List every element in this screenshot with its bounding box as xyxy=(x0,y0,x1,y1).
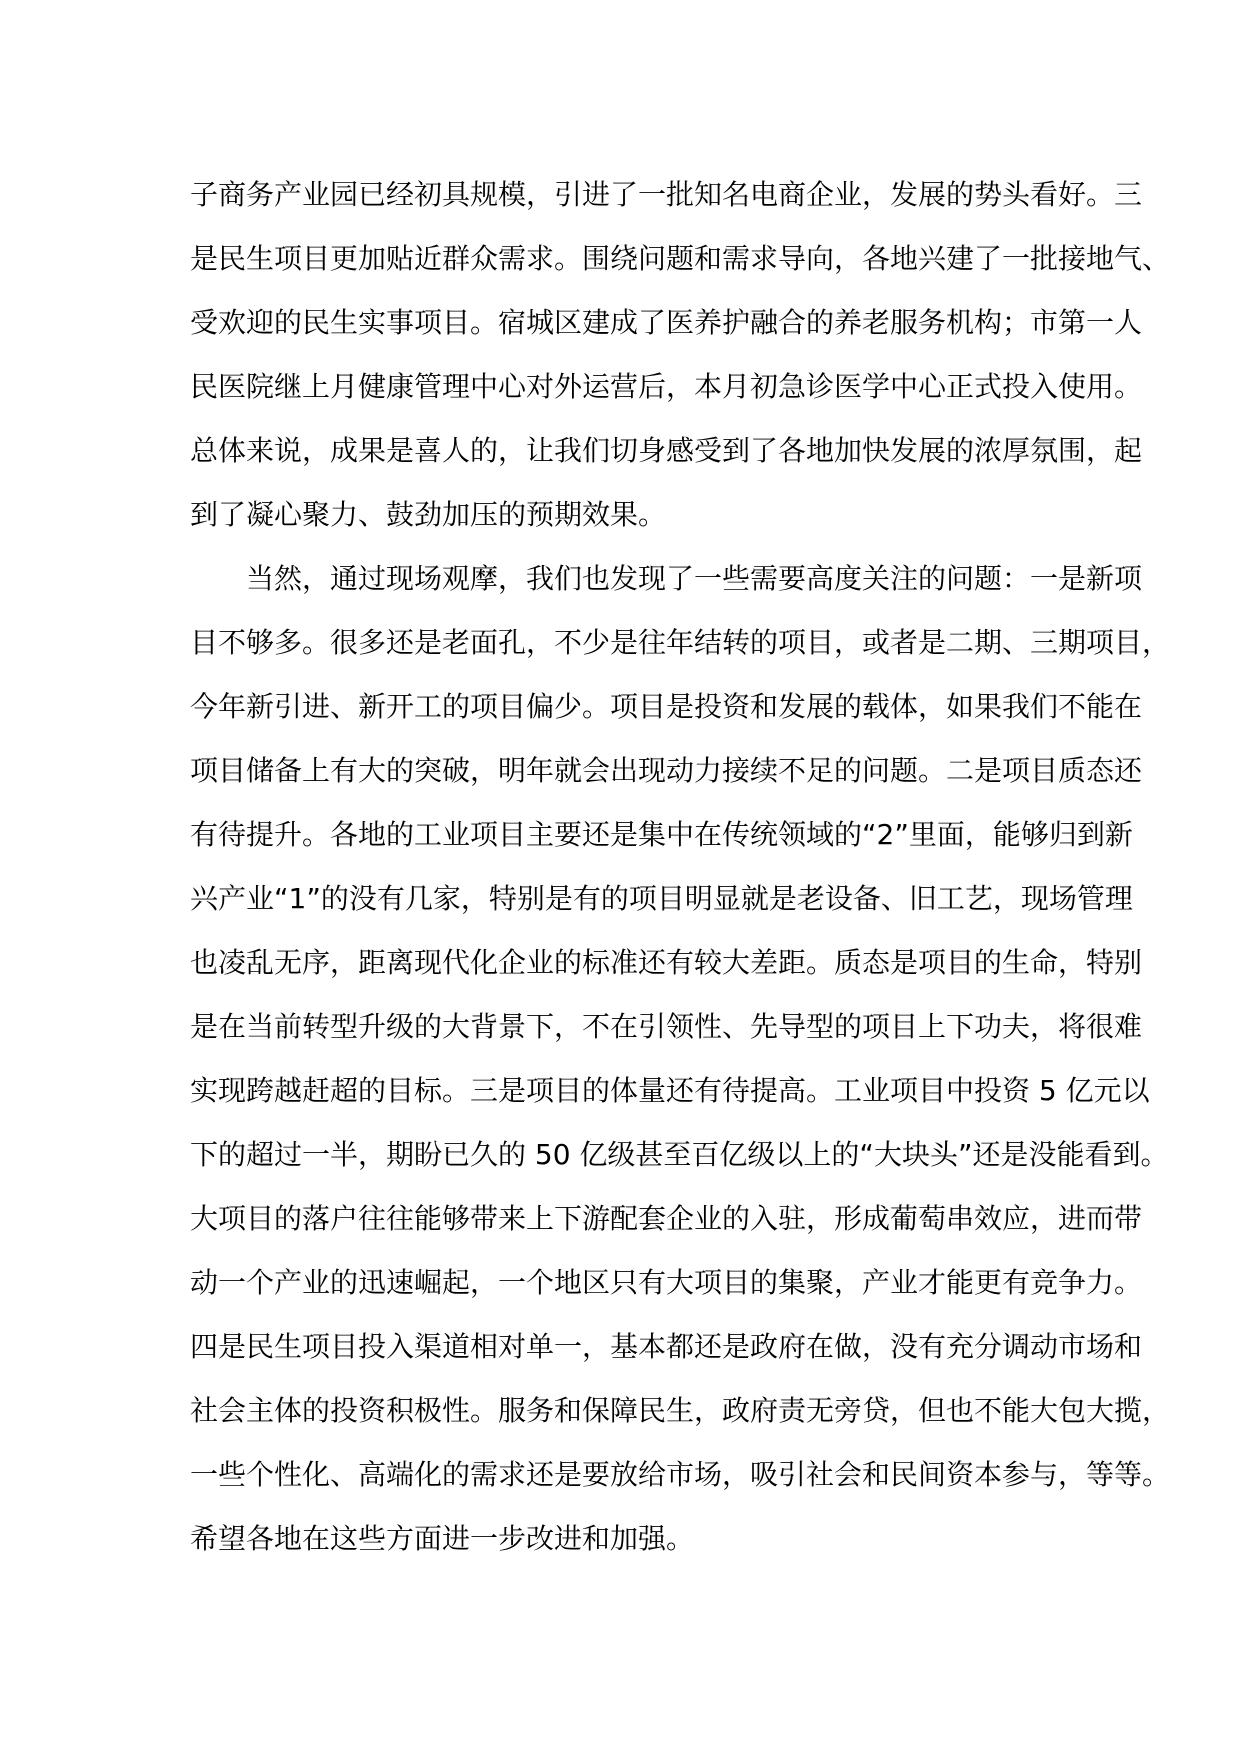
text-line: 兴产业“1”的没有几家，特别是有的项目明显就是老设备、旧工艺，现场管理 xyxy=(190,882,1133,915)
text-line: 实现跨越赶超的目标。三是项目的体量还有待提高。工业项目中投资 5 亿元以 xyxy=(190,1074,1150,1107)
text-line: 社会主体的投资积极性。服务和保障民生，政府责无旁贷，但也不能大包大揽， xyxy=(190,1394,1171,1427)
text-line: 下的超过一半，期盼已久的 50 亿级甚至百亿级以上的“大块头”还是没能看到。 xyxy=(190,1138,1169,1171)
text-line: 希望各地在这些方面进一步改进和加强。 xyxy=(190,1522,695,1555)
text-line: 项目储备上有大的突破，明年就会出现动力接续不足的问题。二是项目质态还 xyxy=(190,754,1143,787)
text-line: 动一个产业的迅速崛起，一个地区只有大项目的集聚，产业才能更有竞争力。 xyxy=(190,1266,1143,1299)
text-line: 子商务产业园已经初具规模，引进了一批知名电商企业，发展的势头看好。三 xyxy=(190,178,1143,211)
text-line: 今年新引进、新开工的项目偏少。项目是投资和发展的载体，如果我们不能在 xyxy=(190,690,1143,723)
text-line: 目不够多。很多还是老面孔，不少是往年结转的项目，或者是二期、三期项目， xyxy=(190,626,1171,659)
text-line: 大项目的落户往往能够带来上下游配套企业的入驻，形成葡萄串效应，进而带 xyxy=(190,1202,1143,1235)
text-line: 总体来说，成果是喜人的，让我们切身感受到了各地加快发展的浓厚氛围，起 xyxy=(190,434,1143,467)
text-line: 一些个性化、高端化的需求还是要放给市场，吸引社会和民间资本参与，等等。 xyxy=(190,1458,1171,1491)
text-line: 到了凝心聚力、鼓劲加压的预期效果。 xyxy=(190,498,667,531)
text-line: 是民生项目更加贴近群众需求。围绕问题和需求导向，各地兴建了一批接地气、 xyxy=(190,242,1171,275)
text-line: 是在当前转型升级的大背景下，不在引领性、先导型的项目上下功夫，将很难 xyxy=(190,1010,1143,1043)
text-line: 也凌乱无序，距离现代化企业的标准还有较大差距。质态是项目的生命，特别 xyxy=(190,946,1143,979)
text-line: 民医院继上月健康管理中心对外运营后，本月初急诊医学中心正式投入使用。 xyxy=(190,370,1143,403)
text-line: 四是民生项目投入渠道相对单一，基本都还是政府在做，没有充分调动市场和 xyxy=(190,1330,1143,1363)
text-line: 当然，通过现场观摩，我们也发现了一些需要高度关注的问题：一是新项 xyxy=(246,562,1143,595)
text-line: 受欢迎的民生实事项目。宿城区建成了医养护融合的养老服务机构；市第一人 xyxy=(190,306,1143,339)
text-line: 有待提升。各地的工业项目主要还是集中在传统领域的“2”里面，能够归到新 xyxy=(190,818,1133,851)
